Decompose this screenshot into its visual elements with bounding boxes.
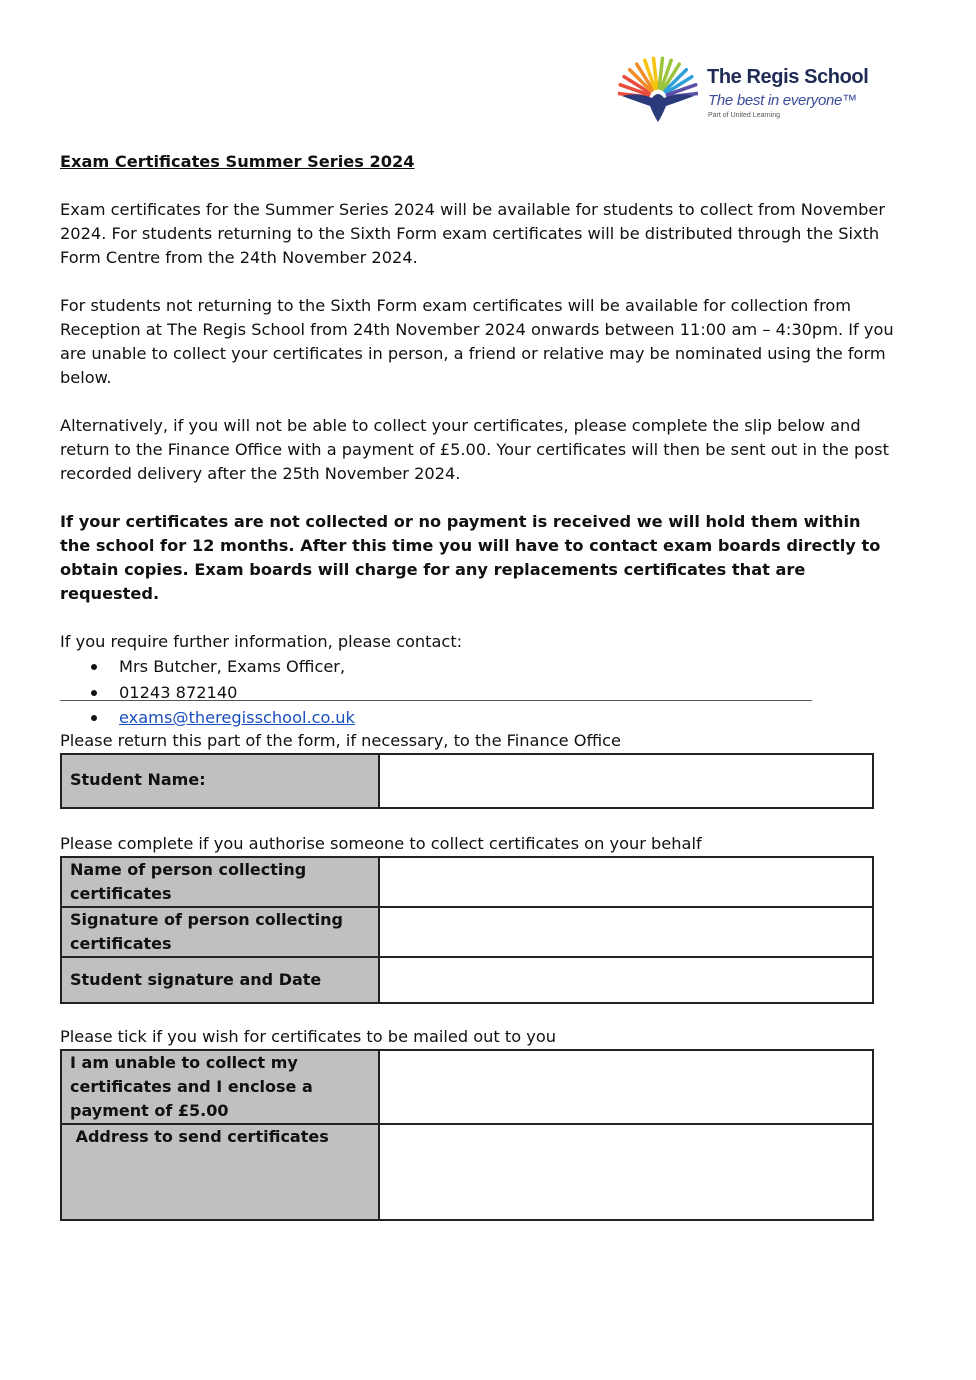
logo-school-name: The Regis School (707, 66, 869, 88)
logo-tagline: The best in everyone™ (708, 92, 857, 109)
paragraph-warning: If your certificates are not collected or no payment is received we will hold them within the school for 12 months. After this time you will have to contact exam boards directly to obtain copies. Exam boards will charge for any replacements certificates that are requested. (60, 512, 881, 603)
contact-phone: 01243 872140 (60, 680, 895, 706)
paragraph-availability: Exam certificates for the Summer Series 2024 will be available for students to collect from November 2024. For students returning to the Sixth Form exam certificates will be distributed through the Sixth Form Centre from the 24th November 2024. (60, 200, 886, 267)
student-name-field[interactable] (379, 754, 873, 808)
address-label: Address to send certificates (61, 1124, 379, 1220)
authorise-instruction: Please complete if you authorise someone to collect certificates on your behalf (60, 834, 702, 853)
address-field[interactable] (379, 1124, 873, 1220)
student-signature-label-cell (61, 957, 379, 1003)
student-name-label-cell (61, 754, 379, 808)
student-signature-field[interactable] (379, 957, 873, 1003)
school-logo (618, 52, 868, 128)
unable-to-collect-row (61, 1050, 873, 1124)
address-row (61, 1124, 873, 1220)
collector-signature-row (61, 907, 873, 957)
cut-line-divider (60, 700, 812, 701)
paragraph-collection: For students not returning to the Sixth Form exam certificates will be available for collection from Reception at The Regis School from 24th November 2024 onwards between 11:00 am – 4:30pm. If you are unable to collect your certificates in person, a friend or relative may be nominated using the form below. (60, 296, 894, 387)
contact-email-link[interactable]: exams@theregisschool.co.uk (119, 708, 355, 727)
collector-signature-field[interactable] (379, 907, 873, 957)
student-name-row (61, 754, 873, 808)
contact-intro: If you require further information, please contact: (60, 632, 463, 651)
unable-to-collect-tick-field[interactable] (379, 1050, 873, 1124)
mail-instruction: Please tick if you wish for certificates to be mailed out to you (60, 1027, 557, 1046)
student-name-label: Student Name: (70, 770, 206, 789)
logo-bird-shape (622, 94, 694, 122)
document-title: Exam Certificates Summer Series 2024 (60, 152, 415, 171)
contact-email-item (60, 705, 895, 731)
unable-to-collect-label: I am unable to collect my certificates and I enclose a payment of £5.00 (61, 1050, 379, 1124)
authorisation-table (60, 856, 874, 1004)
collector-name-field[interactable] (379, 857, 873, 907)
contact-list (60, 654, 895, 731)
logo-subline: Part of United Learning (708, 112, 780, 119)
contact-name: Mrs Butcher, Exams Officer, (60, 654, 895, 680)
collector-name-label: Name of person collecting certificates (61, 857, 379, 907)
mailing-table (60, 1049, 874, 1221)
student-name-table (60, 753, 874, 809)
student-signature-label: Student signature and Date (70, 970, 322, 989)
collector-signature-label: Signature of person collecting certificates (61, 907, 379, 957)
student-signature-row (61, 957, 873, 1003)
paragraph-alternative: Alternatively, if you will not be able to collect your certificates, please complete the slip below and return to the Finance Office with a payment of £5.00. Your certificates will then be sent out in the post recorded delivery after the 25th November 2024. (60, 416, 889, 483)
return-instruction: Please return this part of the form, if necessary, to the Finance Office (60, 731, 621, 750)
document-body (60, 150, 895, 731)
collector-name-row (61, 857, 873, 907)
rainbow-bird-icon (618, 56, 698, 126)
